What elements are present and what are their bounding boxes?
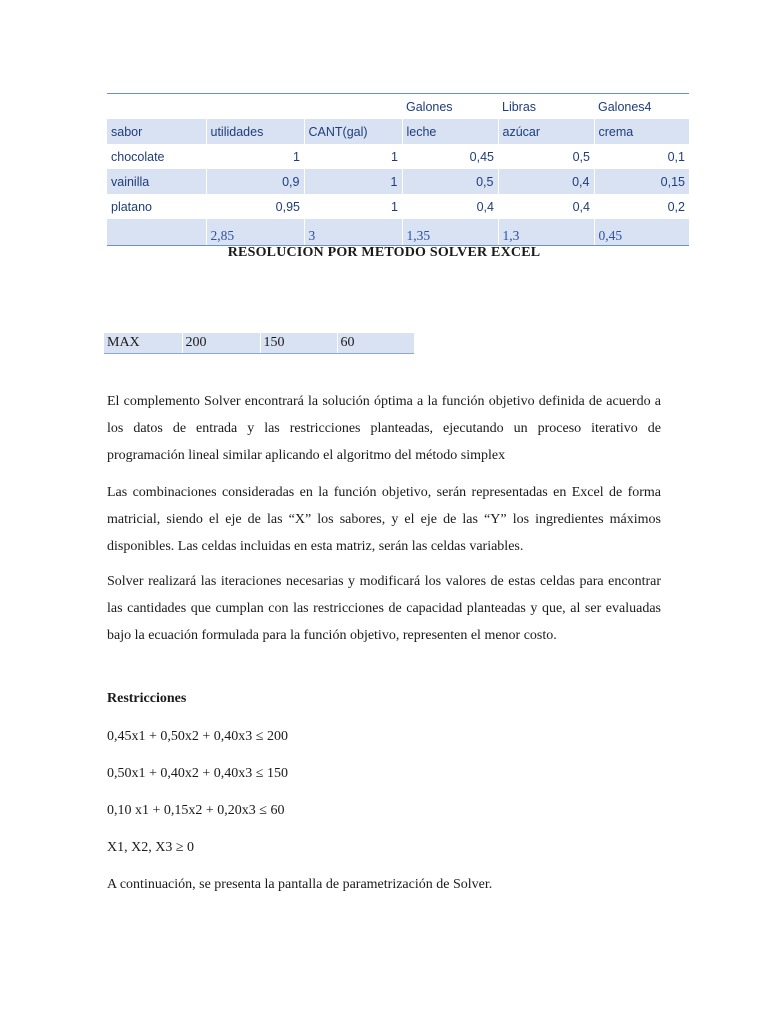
- table-cell: 0,45: [469, 149, 494, 164]
- table-cell: [304, 94, 402, 120]
- table-cell: 0,1: [667, 149, 685, 164]
- table-cell: 1: [304, 169, 402, 194]
- constraint-line: 0,45x1 + 0,50x2 + 0,40x3 ≤ 200: [107, 729, 288, 744]
- table-cell: 0,4: [476, 199, 494, 214]
- table-cell: 150: [260, 333, 337, 354]
- table-cell: [206, 94, 304, 120]
- table-cell: 200: [182, 333, 260, 354]
- closing-sentence: A continuación, se presenta la pantalla de parametrización de Solver.: [107, 877, 493, 892]
- table-header-cell: leche: [402, 119, 498, 144]
- paragraph: El complemento Solver encontrará la solución óptima a la función objetivo definida de acuerdo a los datos de entrada y las restricciones planteadas, ejecutando un proceso iterativo de programación lineal similar aplicando el algoritmo del método simplex: [107, 394, 661, 463]
- table-row: [107, 194, 689, 219]
- paragraph-2-block: [107, 479, 661, 560]
- table-row: [107, 169, 689, 194]
- paragraph: Solver realizará las iteraciones necesarias y modificará los valores de estas celdas para encontrar las cantidades que cumplan con las restricciones de capacidad planteadas y que, al ser evaluadas bajo la ecuación formulada para la función objetivo, representen el menor costo.: [107, 574, 661, 643]
- constraint-line: 0,50x1 + 0,40x2 + 0,40x3 ≤ 150: [107, 766, 288, 781]
- table-header-cell: azúcar: [498, 119, 594, 144]
- table-units-row: [107, 94, 689, 120]
- table-header-cell: crema: [594, 119, 689, 144]
- table-cell: 1,35: [402, 219, 498, 246]
- table-cell: 0,5: [402, 169, 498, 194]
- table-header-row: [107, 119, 689, 144]
- table-row: [107, 144, 689, 169]
- table-cell: chocolate: [111, 149, 165, 164]
- max-label-cell: MAX: [104, 333, 182, 354]
- table-cell: Galones: [402, 94, 498, 120]
- table-cell: 0,5: [572, 149, 590, 164]
- constraint-line: X1, X2, X3 ≥ 0: [107, 840, 195, 855]
- table-header-cell: CANT(gal): [304, 119, 402, 144]
- table-cell: 1: [391, 199, 398, 214]
- section-title: RESOLUCION POR METODO SOLVER EXCEL: [227, 245, 541, 260]
- table-cell: [107, 219, 206, 246]
- table-cell: 0,4: [498, 169, 594, 194]
- table-cell: 3: [304, 219, 402, 246]
- table-cell: 0,9: [206, 169, 304, 194]
- table-cell: vainilla: [107, 169, 206, 194]
- table-header-cell: sabor: [107, 119, 206, 144]
- table-cell: 0,2: [667, 199, 685, 214]
- table-cell: 0,95: [275, 199, 300, 214]
- table-cell: 1: [391, 149, 398, 164]
- table-header-cell: utilidades: [206, 119, 304, 144]
- constraint-line: 0,10 x1 + 0,15x2 + 0,20x3 ≤ 60: [107, 803, 285, 818]
- table-row: [104, 333, 414, 354]
- table-cell: 0,45: [594, 219, 689, 246]
- table-cell: 60: [337, 333, 414, 354]
- table-cell: Libras: [498, 94, 594, 120]
- max-row-table: [104, 333, 414, 354]
- table-cell: Galones4: [594, 94, 689, 120]
- table-cell: 1: [293, 149, 300, 164]
- table-cell: 0,15: [594, 169, 689, 194]
- table-cell: [107, 94, 206, 120]
- table-cell: 1,3: [498, 219, 594, 246]
- table-cell: 2,85: [206, 219, 304, 246]
- flavor-data-table: [107, 93, 689, 246]
- paragraph: Las combinaciones consideradas en la función objetivo, serán representadas en Excel de forma matricial, siendo el eje de las “X” los sabores, y el eje de las “Y” los ingredientes máximos disponibles. Las celdas incluidas en esta matriz, serán las celdas variables.: [107, 485, 661, 554]
- restricciones-heading: Restricciones: [107, 691, 187, 706]
- table-cell: platano: [111, 199, 153, 214]
- table-cell: 0,4: [572, 199, 590, 214]
- paragraph-3-block: [107, 568, 661, 649]
- paragraph-1-block: [107, 388, 661, 469]
- table-totals-row: [107, 219, 689, 246]
